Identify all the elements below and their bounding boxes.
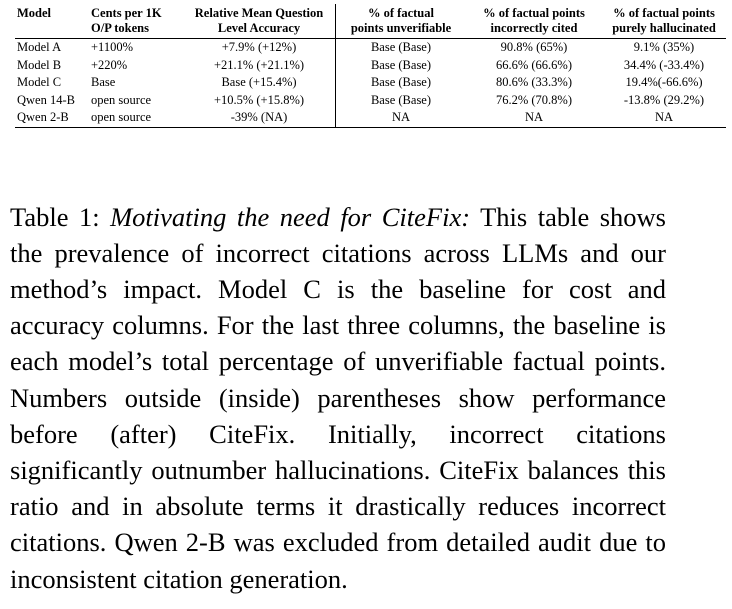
header-accuracy-line1: Relative Mean Question <box>194 6 324 20</box>
header-hallucinated <box>602 4 726 39</box>
cell-cost: open source <box>91 92 152 107</box>
cell-accuracy: +10.5% (+15.8%) <box>183 92 336 110</box>
table-header-row <box>15 4 726 39</box>
cell-incorrectly-cited: 80.6% (33.3%) <box>495 75 573 90</box>
header-incorrectly-cited-line2: incorrectly cited <box>490 21 578 35</box>
cell-incorrectly-cited: NA <box>466 109 602 127</box>
cell-cost: +1100% <box>91 40 133 54</box>
results-table <box>15 4 726 128</box>
cell-incorrectly-cited: 66.6% (66.6%) <box>495 57 573 72</box>
header-unverifiable-line1: % of factual <box>368 6 434 20</box>
cell-cost: +220% <box>91 57 128 72</box>
cell-model: Qwen 2-B <box>15 109 89 127</box>
table-row <box>15 92 726 110</box>
cell-unverifiable: Base (Base) <box>370 92 432 107</box>
header-accuracy-line2: Level Accuracy <box>217 21 301 35</box>
cell-unverifiable: Base (Base) <box>370 75 432 90</box>
cell-accuracy: +21.1% (+21.1%) <box>183 57 336 75</box>
header-cost-line2: O/P tokens <box>91 21 149 35</box>
caption-emphasis: Motivating the need for CiteFix: <box>110 201 471 232</box>
header-model <box>15 4 89 39</box>
table-row <box>15 39 726 57</box>
cell-cost: Base <box>91 75 116 90</box>
header-hallucinated-line1: % of factual points <box>613 6 715 20</box>
caption-body: This table shows the prevalence of incorrect citations across LLMs and our method’s impact. Model C is the baseline for cost and accuracy columns. For the last three columns, the baseline is each model’s total percentage of unverifiable factual points. Numbers outside (inside) parentheses show performance before (after) CiteFix. Initially, incorrect citations significantly outnumber hallucinations. CiteFix balances this ratio and in absolute terms it drastically reduces incorrect citations. Qwen 2-B was excluded from detailed audit due to inconsistent citation generation. <box>10 201 666 594</box>
cell-hallucinated: -13.8% (29.2%) <box>623 92 705 107</box>
cell-accuracy: +7.9% (+12%) <box>183 39 336 57</box>
table-row <box>15 109 726 127</box>
cell-model: Model C <box>17 75 62 90</box>
table-caption <box>10 199 666 597</box>
table-row <box>15 57 726 75</box>
table-row <box>15 74 726 92</box>
header-incorrectly-cited-line1: % of factual points <box>483 6 585 20</box>
cell-cost: open source <box>89 109 183 127</box>
cell-hallucinated: 9.1% (35%) <box>633 40 695 54</box>
header-cost-line1: Cents per 1K <box>91 6 162 20</box>
cell-accuracy: Base (+15.4%) <box>183 74 336 92</box>
cell-model: Qwen 14-B <box>17 92 75 107</box>
caption-label: Table 1: <box>10 201 111 232</box>
cell-hallucinated: NA <box>602 109 726 127</box>
header-incorrectly-cited <box>466 4 602 39</box>
cell-hallucinated: 19.4%(-66.6%) <box>625 75 703 90</box>
cell-incorrectly-cited: 90.8% (65%) <box>500 40 568 54</box>
cell-accuracy: -39% (NA) <box>183 109 336 127</box>
cell-hallucinated: 34.4% (-33.4%) <box>623 57 705 72</box>
cell-model: Model B <box>17 57 62 72</box>
cell-unverifiable: NA <box>336 109 467 127</box>
header-unverifiable-line2: points unverifiable <box>350 21 452 35</box>
cell-incorrectly-cited: 76.2% (70.8%) <box>495 92 573 107</box>
cell-unverifiable: Base (Base) <box>370 57 432 72</box>
results-table-container <box>15 4 726 128</box>
header-model-line1: Model <box>17 6 52 20</box>
header-unverifiable <box>336 4 467 39</box>
header-hallucinated-line2: purely hallucinated <box>612 21 716 35</box>
cell-unverifiable: Base (Base) <box>370 40 432 54</box>
header-accuracy <box>183 4 336 39</box>
cell-model: Model A <box>17 40 62 54</box>
header-cost <box>89 4 183 39</box>
